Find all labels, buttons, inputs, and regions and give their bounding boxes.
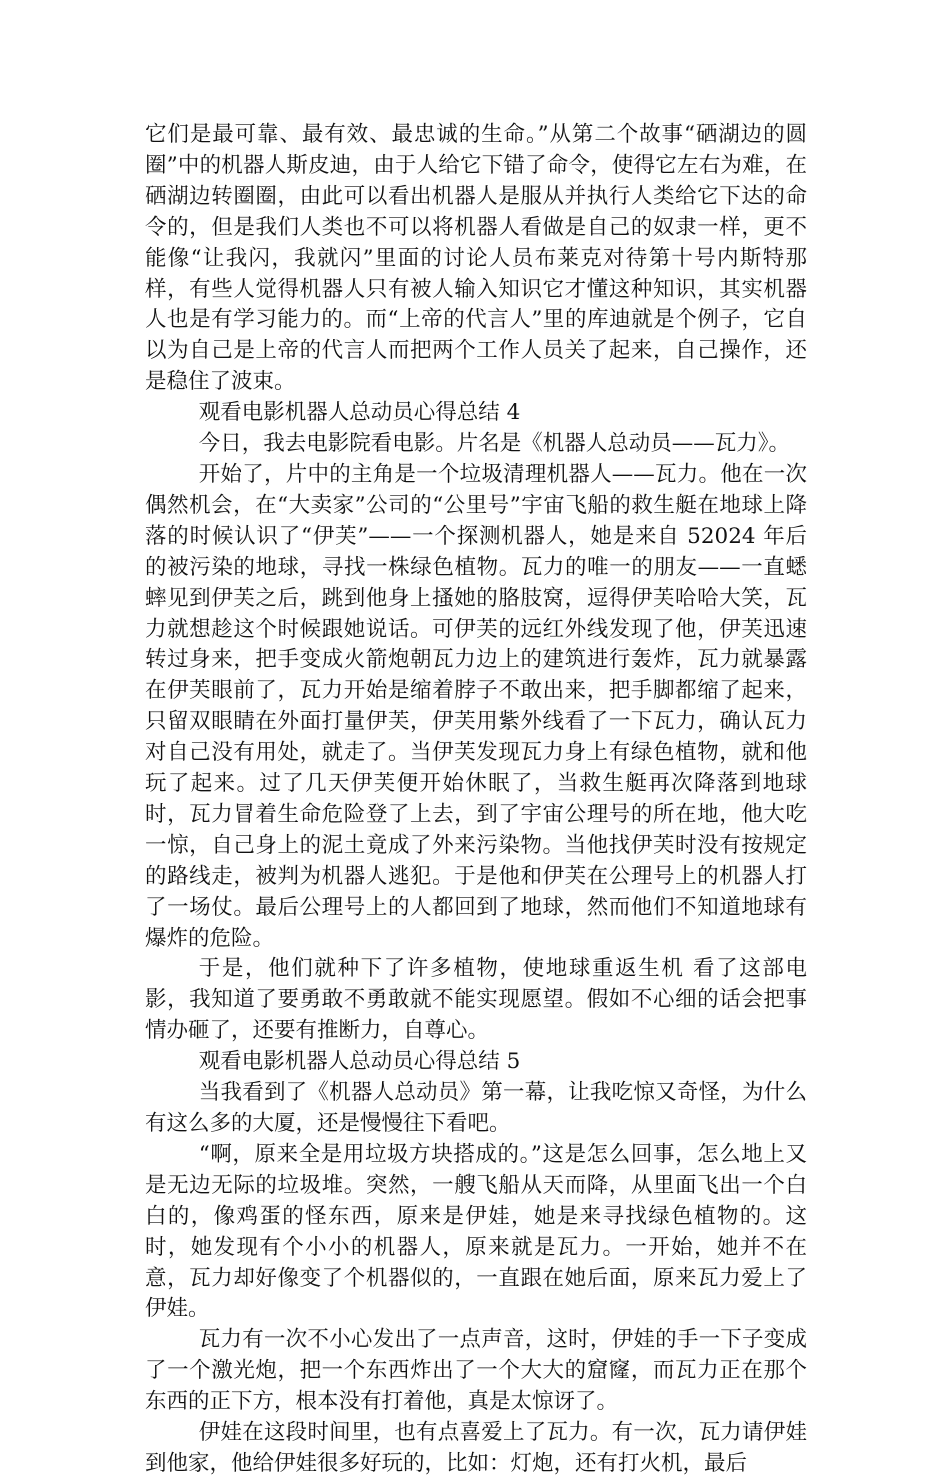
paragraph: “啊，原来全是用垃圾方块搭成的。”这是怎么回事，怎么地上又是无边无际的垃圾堆。突然，一艘飞船从天而降，从里面飞出一个白白的，像鸡蛋的怪东西，原来是伊娃，她是来寻找绿色植物的。这时，她发现有个小小的机器人，原来就是瓦力。一开始，她并不在意，瓦力却好像变了个机器似的，一直跟在她后面，原来瓦力爱上了伊娃。 — [145, 1141, 807, 1322]
paragraph: 当我看到了《机器人总动员》第一幕，让我吃惊又奇怪，为什么有这么多的大厦，还是慢慢往下看吧。 — [145, 1080, 807, 1136]
paragraph: 今日，我去电影院看电影。片名是《机器人总动员——瓦力》。 — [198, 431, 791, 457]
paragraph: 开始了，片中的主角是一个垃圾清理机器人——瓦力。他在一次偶然机会，在“大卖家”公司的“公里号”宇宙飞船的救生艇在地球上降落的时候认识了“伊芙”——一个探测机器人，她是来自 52024 年后的被污染的地球，寻找一株绿色植物。瓦力的唯一的朋友——一直蟋蟀见到伊芙之后，跳到他身上搔她的胳肢窝，逗得伊芙哈哈大笑，瓦力就想趁这个时候跟她说话。可伊芙的远红外线发现了他，伊芙迅速转过身来，把手变成火箭炮朝瓦力边上的建筑进行轰炸，瓦力就暴露在伊芙眼前了，瓦力开始是缩着脖子不敢出来，把手脚都缩了起来，只留双眼睛在外面打量伊芙，伊芙用紫外线看了一下瓦力，确认瓦力对自己没有用处，就走了。当伊芙发现瓦力身上有绿色植物，就和他玩了起来。过了几天伊芙便开始休眠了，当救生艇再次降落到地球时，瓦力冒着生命危险登了上去，到了宇宙公理号的所在地，他大吃一惊，自己身上的泥土竟成了外来污染物。当他找伊芙时没有按规定的路线走，被判为机器人逃犯。于是他和伊芙在公理号上的机器人打了一场仗。最后公理号上的人都回到了地球，然而他们不知道地球有爆炸的危险。 — [145, 461, 807, 951]
paragraph: 于是，他们就种下了许多植物，使地球重返生机 看了这部电影，我知道了要勇敢不勇敢就不能实现愿望。假如不心细的话会把事情办砸了，还要有推断力，自尊心。 — [145, 956, 807, 1044]
section-heading-4: 观看电影机器人总动员心得总结 4 — [198, 400, 521, 426]
paragraph: 伊娃在这段时间里，也有点喜爱上了瓦力。有一次，瓦力请伊娃到他家，他给伊娃很多好玩的，比如：灯炮，还有打火机，最后 — [145, 1420, 807, 1476]
paragraph: 瓦力有一次不小心发出了一点声音，这时，伊娃的手一下子变成了一个激光炮，把一个东西炸出了一个大大的窟窿，而瓦力正在那个东西的正下方，根本没有打着他，真是太惊讶了。 — [145, 1327, 807, 1415]
document-page — [145, 120, 807, 1480]
paragraph-continuation: 它们是最可靠、最有效、最忠诚的生命。”从第二个故事“硒湖边的圆圈”中的机器人斯皮迪，由于人给它下错了命令，使得它左右为难，在硒湖边转圈圈，由此可以看出机器人是服从并执行人类给它下达的命令的，但是我们人类也不可以将机器人看做是自己的奴隶一样，更不能像“让我闪，我就闪”里面的讨论人员布莱克对待第十号内斯特那样，有些人觉得机器人只有被人输入知识它才懂这种知识，其实机器人也是有学习能力的。而“上帝的代言人”里的库迪就是个例子，它自以为自己是上帝的代言人而把两个工作人员关了起来，自己操作，还是稳住了波束。 — [145, 122, 807, 395]
section-heading-5: 观看电影机器人总动员心得总结 5 — [198, 1049, 521, 1075]
